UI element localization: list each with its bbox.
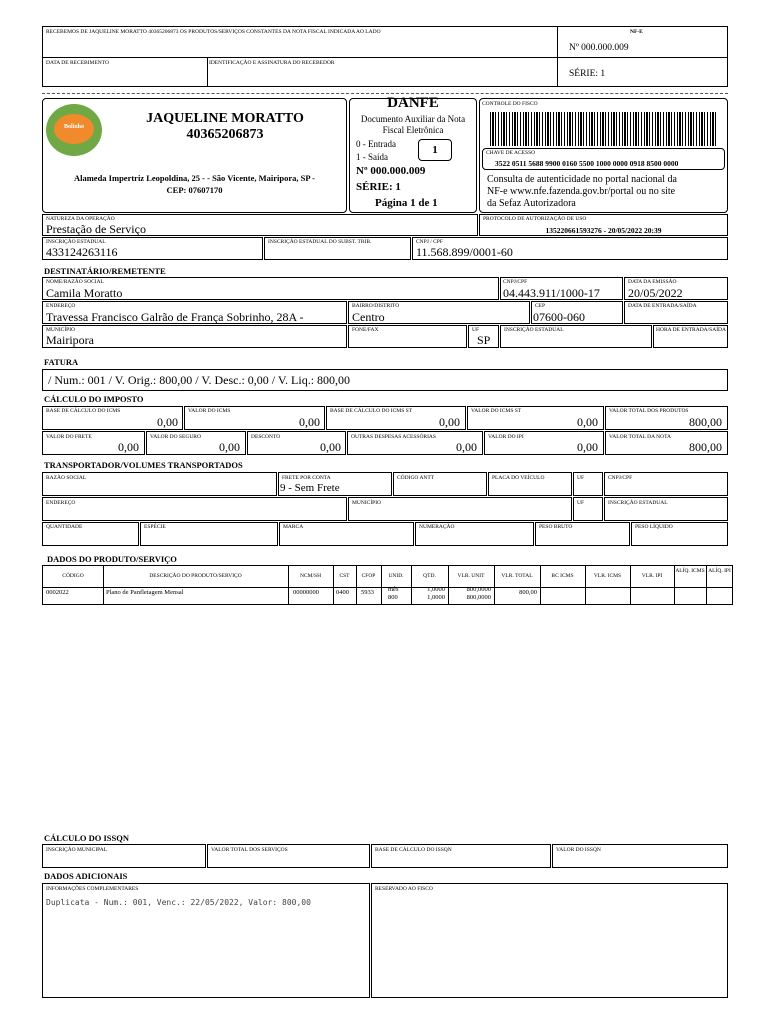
uf-value: SP: [477, 333, 491, 347]
tax-insurance-label: VALOR DO SEGURO: [150, 434, 201, 440]
danfe-subtitle-2: Fiscal Eletrônica: [382, 125, 444, 135]
freight-value: 9 - Sem Frete: [280, 482, 340, 494]
cep-label: CEP: [535, 303, 546, 309]
tax-icms-value: 0,00: [299, 415, 320, 429]
tax-icms-st-value: 0,00: [577, 415, 598, 429]
transport-city-box: [348, 497, 572, 521]
district-value: Centro: [352, 310, 385, 324]
tax-ipi-label: VALOR DO IPI: [488, 434, 524, 440]
reserved-label: RESERVADO AO FISCO: [375, 886, 433, 892]
tax-other-value: 0,00: [456, 440, 477, 454]
danfe-number: Nº 000.000.009: [356, 165, 426, 177]
nature-value: Prestação de Serviço: [46, 222, 146, 236]
row-cst: 0400: [336, 589, 349, 596]
access-key: 3522 0511 5688 9900 0160 5500 1000 0000 0918 8500 0000: [495, 159, 679, 168]
products-section: DADOS DO PRODUTO/SERVIÇO: [47, 554, 177, 564]
col-desc: DESCRIÇÃO DO PRODUTO/SERVIÇO: [149, 573, 242, 579]
row-price-2: 800,0000: [466, 594, 491, 601]
tax-insurance-value: 0,00: [219, 440, 240, 454]
ie-value: 433124263116: [46, 245, 118, 259]
tax-ipi-value: 0,00: [577, 440, 598, 454]
col-bc-icms: BC ICMS: [551, 573, 574, 579]
barcode: [490, 112, 718, 146]
gross-label: PESO BRUTO: [539, 524, 573, 530]
danfe-entrada: 0 - Entrada: [356, 139, 396, 149]
net-label: PESO LÍQUIDO: [635, 524, 673, 530]
iest-label: INSCRIÇÃO ESTADUAL DO SUBST. TRIB.: [268, 239, 372, 245]
issqn-base-label: BASE DE CÁLCULO DO ISSQN: [375, 847, 452, 853]
recipient-name: Camila Moratto: [46, 286, 123, 300]
row-price-1: 800,0000: [466, 586, 491, 593]
issqn-municipal-label: INSCRIÇÃO MUNICIPAL: [46, 847, 108, 853]
phone-label: FONE/FAX: [352, 327, 379, 333]
issuer-cep: CEP: 07607170: [166, 185, 223, 195]
danfe-page: Página 1 de 1: [375, 197, 438, 209]
invoice-text: / Num.: 001 / V. Orig.: 800,00 / V. Desc.: 0,00 / V. Liq.: 800,00: [48, 373, 351, 387]
protocol-label: PROTOCOLO DE AUTORIZAÇÃO DE USO: [483, 216, 587, 222]
city-label: MUNICÍPIO: [46, 327, 76, 333]
col-code: CÓDIGO: [62, 573, 84, 579]
protocol-value: 135220661593276 - 20/05/2022 20:39: [545, 226, 662, 235]
tax-base-icms-label: BASE DE CÁLCULO DO ICMS: [46, 408, 121, 414]
ie-label: INSCRIÇÃO ESTADUAL: [46, 239, 106, 245]
transport-address-box: [42, 497, 347, 521]
recipient-name-label: NOME/RAZÃO SOCIAL: [46, 279, 104, 285]
consult-line-2: NF-e www.nfe.fazenda.gov.br/portal ou no site: [487, 186, 676, 197]
transport-uf2-label: UF: [577, 500, 585, 506]
tax-total-products-value: 800,00: [689, 415, 722, 429]
danfe-type-value: 1: [432, 144, 438, 156]
recipient-section: DESTINATÁRIO/REMETENTE: [44, 266, 166, 276]
antt-label: CÓDIGO ANTT: [397, 475, 435, 481]
col-unit: UNID.: [388, 573, 404, 579]
tax-freight-label: VALOR DO FRETE: [46, 434, 92, 440]
issqn-value-label: VALOR DO ISSQN: [556, 847, 601, 853]
info-value: Duplicata - Num.: 001, Venc.: 22/05/2022, Valor: 800,00: [46, 898, 311, 907]
io-time-label: HORA DE ENTRADA/SAÍDA: [656, 327, 726, 333]
danfe-subtitle-1: Documento Auxiliar da Nota: [360, 114, 466, 124]
tax-discount-label: DESCONTO: [251, 434, 281, 440]
tax-base-icms-st-label: BASE DE CÁLCULO DO ICMS ST: [330, 408, 413, 414]
row-qty-1: 1,0000: [427, 586, 445, 593]
qty-label: QUANTIDADE: [46, 524, 83, 530]
row-total: 800,00: [519, 589, 537, 596]
danfe-series: SÉRIE: 1: [356, 181, 401, 193]
tax-total-note-value: 800,00: [689, 440, 722, 454]
issqn-section: CÁLCULO DO ISSQN: [44, 833, 130, 843]
city-value: Mairipora: [46, 333, 94, 347]
nature-label: NATUREZA DA OPERAÇÃO: [46, 216, 115, 222]
transport-section: TRANSPORTADOR/VOLUMES TRANSPORTADOS: [44, 460, 243, 470]
carrier-label: RAZÃO SOCIAL: [46, 475, 87, 481]
recipient-cnpj: 04.443.911/1000-17: [503, 286, 600, 300]
col-aliq-ipi: ALÍQ. IPI: [708, 568, 731, 574]
danfe-title: DANFE: [387, 95, 439, 111]
tax-icms-label: VALOR DO ICMS: [188, 408, 231, 414]
issuer-name: JAQUELINE MORATTO: [146, 111, 304, 126]
col-cfop: CFOP: [361, 573, 376, 579]
tax-base-icms-st-value: 0,00: [439, 415, 460, 429]
col-vlr-ipi: VLR. IPI: [641, 573, 663, 579]
recipient-cnpj-label: CNPJ/CPF: [503, 279, 528, 285]
row-desc: Plano de Panfletagem Mensal: [106, 589, 184, 596]
info-label: INFORMAÇÕES COMPLEMENTARES: [46, 886, 139, 892]
issuer-cnpj-label: CNPJ / CPF: [416, 239, 443, 245]
freight-label: FRETE POR CONTA: [282, 475, 331, 481]
brand-label: MARCA: [283, 524, 304, 530]
danfe-saida: 1 - Saída: [356, 152, 388, 162]
transport-uf-label: UF: [577, 475, 585, 481]
issuer-cnpj-value: 11.568.899/0001-60: [416, 245, 513, 259]
receipt-number: Nº 000.000.009: [569, 43, 629, 53]
tax-total-products-label: VALOR TOTAL DOS PRODUTOS: [609, 408, 689, 414]
row-unit-1: mês: [388, 586, 399, 593]
recipient-ie-label: INSCRIÇÃO ESTADUAL: [504, 327, 564, 333]
row-qty-2: 1,0000: [427, 594, 445, 601]
invoice-section: FATURA: [44, 357, 79, 367]
tax-discount-value: 0,00: [320, 440, 341, 454]
receipt-stub: [42, 26, 728, 87]
plate-label: PLACA DO VEÍCULO: [492, 475, 545, 481]
col-unit-price: VLR. UNIT: [457, 573, 485, 579]
cep-value: 07600-060: [533, 310, 585, 324]
receipt-text: RECEBEMOS DE JAQUELINE MORATTO 40365206873 OS PRODUTOS/SERVIÇOS CONSTANTES DA NOTA FISCAL INDICADA AO LADO: [46, 29, 381, 35]
district-label: BAIRRO/DISTRITO: [352, 303, 400, 309]
issuer-logo: [46, 104, 102, 156]
tax-icms-st-label: VALOR DO ICMS ST: [471, 408, 522, 414]
tax-section: CÁLCULO DO IMPOSTO: [44, 394, 144, 404]
transport-address-label: ENDEREÇO: [46, 500, 76, 506]
species-label: ESPÉCIE: [144, 524, 166, 530]
additional-section: DADOS ADICIONAIS: [44, 871, 128, 881]
uf-label: UF: [472, 327, 480, 333]
issqn-services-label: VALOR TOTAL DOS SERVIÇOS: [211, 847, 288, 853]
tax-freight-value: 0,00: [118, 440, 139, 454]
transport-ie-label: INSCRIÇÃO ESTADUAL: [608, 500, 668, 506]
row-unit-2: 800: [388, 594, 398, 601]
row-code: 0002022: [46, 589, 69, 596]
col-cst: CST: [339, 573, 350, 579]
col-qty: QTD.: [423, 573, 436, 579]
emission-label: DATA DA EMISSÃO: [628, 279, 677, 285]
receipt-series: SÉRIE: 1: [569, 69, 606, 79]
col-ncm: NCM/SH: [299, 573, 322, 579]
receipt-nfe-label: NF-E: [630, 29, 643, 35]
emission-value: 20/05/2022: [628, 286, 683, 300]
io-date-label: DATA DE ENTRADA/SAÍDA: [628, 303, 697, 309]
col-aliq-icms: ALÍQ. ICMS: [675, 568, 705, 574]
col-total: VLR. TOTAL: [501, 573, 533, 579]
transport-cnpj-label: CNPJ/CPF: [608, 475, 633, 481]
consult-line-1: Consulta de autenticidade no portal nacional da: [487, 174, 677, 185]
row-ncm: 00000000: [293, 589, 319, 596]
cut-line: [42, 93, 728, 94]
row-cfop: 5933: [361, 589, 374, 596]
reserved-box: [371, 883, 728, 998]
receipt-sign-label: IDENTIFICAÇÃO E ASSINATURA DO RECEBEDOR: [209, 60, 335, 66]
tax-base-icms-value: 0,00: [157, 415, 178, 429]
tax-total-note-label: VALOR TOTAL DA NOTA: [609, 434, 672, 440]
recipient-address: Travessa Francisco Galrão de França Sobrinho, 28A -: [46, 310, 304, 324]
col-vlr-icms: VLR. ICMS: [593, 573, 622, 579]
recipient-address-label: ENDEREÇO: [46, 303, 76, 309]
receipt-date-label: DATA DE RECEBIMENTO: [46, 60, 110, 66]
transport-city-label: MUNICÍPIO: [352, 500, 382, 506]
consult-line-3: da Sefaz Autorizadora: [487, 198, 576, 209]
logo-text: Bolinho: [63, 124, 84, 130]
access-key-label: CHAVE DE ACESSO: [486, 150, 536, 156]
numbering-label: NUMERAÇÃO: [419, 524, 455, 530]
tax-other-label: OUTRAS DESPESAS ACESSÓRIAS: [351, 434, 436, 440]
issuer-address: Alameda Impertriz Leopoldina, 25 - - São Vicente, Mairipora, SP -: [73, 173, 316, 183]
fisco-control-label: CONTROLE DO FISCO: [482, 101, 538, 107]
issuer-doc: 40365206873: [186, 127, 264, 142]
